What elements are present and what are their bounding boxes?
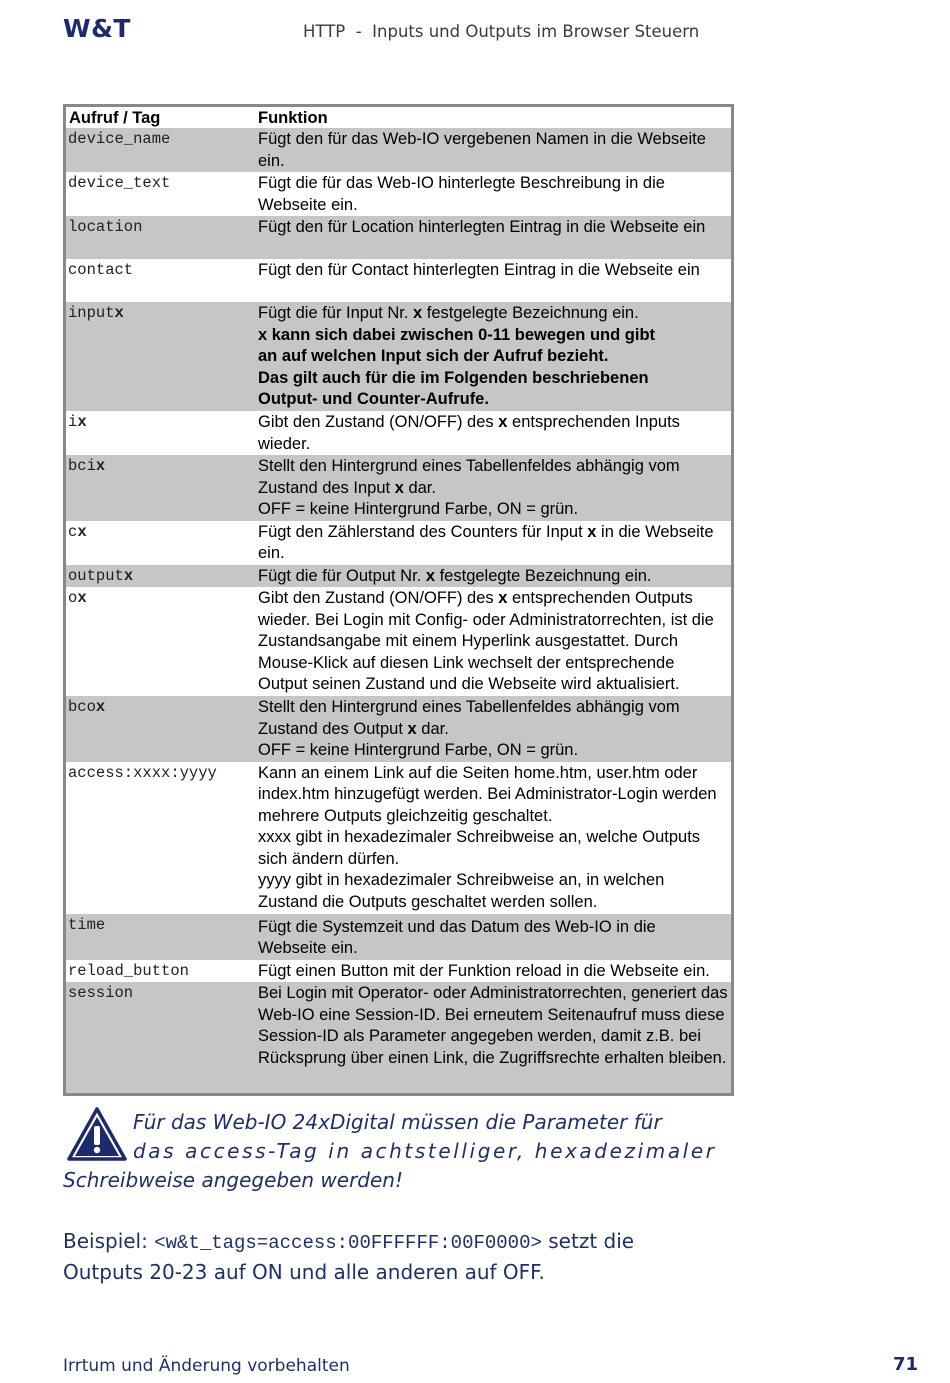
function-cell: Fügt den für Location hinterlegten Eintrag in die Webseite ein [255, 216, 731, 259]
tag-cell [66, 587, 255, 696]
function-note: Output- und Counter-Aufrufe. [258, 390, 489, 408]
function-cell [255, 587, 731, 696]
function-variable: x [413, 304, 423, 322]
function-cell [255, 455, 731, 521]
tag-variable: x [77, 522, 87, 541]
function-variable: x [425, 566, 436, 585]
table-row [66, 762, 731, 914]
example-text: setzt die [541, 1229, 635, 1253]
tag-cell [66, 302, 255, 411]
tag-name: c [68, 522, 78, 541]
table-row [66, 587, 731, 696]
example-paragraph [63, 1227, 763, 1287]
table-row [66, 565, 731, 588]
page-number: 71 [893, 1354, 919, 1375]
function-cell [255, 762, 731, 914]
logo: W&T [63, 14, 131, 43]
function-cell: Fügt den für Contact hinterlegten Eintrag in die Webseite ein [258, 261, 700, 279]
warning-text: Schreibweise angegeben werden! [63, 1168, 403, 1192]
example-code: <w&t_tags=access:00FFFFFF:00F0000> [154, 1232, 542, 1254]
function-text: entsprechenden Inputs wieder. [258, 413, 680, 453]
warning-text: das access-Tag in achtstelliger, hexadezimaler [133, 1139, 717, 1163]
function-cell [255, 411, 731, 455]
function-text: Stellt den Hintergrund eines Tabellenfeldes abhängig vom Zustand des Output [258, 698, 680, 738]
function-note: xxxx gibt in hexadezimaler Schreibweise an, welche Outputs sich ändern dürfen. [258, 828, 701, 868]
tag-name: input [68, 304, 115, 322]
tag-cell [66, 565, 255, 588]
function-text: entsprechenden Outputs wieder. Bei Login mit Config- oder Administratorrechten, ist die Zustandsangabe mit einem Hyperlink ausgestattet. Durch Mouse-Klick auf diesen Link wechselt der entsprechende Output seinen Zustand und die Webseite wird aktualisiert. [258, 589, 714, 693]
function-text: Gibt den Zustand (ON/OFF) des [258, 413, 499, 431]
table-header-row [66, 107, 731, 128]
tag-cell: contact [68, 261, 134, 279]
tag-cell: session [66, 982, 255, 1093]
example-label: Beispiel: [63, 1229, 148, 1253]
tag-cell: time [66, 914, 255, 960]
function-variable: x [407, 719, 417, 738]
table-row [66, 455, 731, 521]
function-text: festgelegte Bezeichnung ein. [422, 304, 639, 322]
table-row [66, 696, 731, 762]
table-row [66, 960, 731, 983]
warning-triangle-icon [66, 1106, 128, 1162]
function-note: yyyy gibt in hexadezimaler Schreibweise an, in welchen Zustand die Outputs geschaltet werden sollen. [258, 871, 665, 911]
tag-variable: x [77, 413, 87, 431]
function-note: an auf welchen Input sich der Aufruf bezieht. [258, 347, 609, 365]
function-variable: x [587, 522, 597, 541]
footer-note: Irrtum und Änderung vorbehalten [63, 1356, 350, 1376]
function-note: OFF = keine Hintergrund Farbe, ON = grün. [258, 741, 579, 759]
tag-cell [66, 411, 255, 455]
tag-variable: x [123, 566, 134, 585]
function-note: OFF = keine Hintergrund Farbe, ON = grün. [258, 500, 579, 518]
tag-variable: x [95, 457, 106, 475]
tag-name: o [68, 589, 78, 607]
function-cell: Fügt die Systemzeit und das Datum des Web-IO in die Webseite ein. [255, 914, 731, 960]
tag-cell: device_name [66, 128, 255, 172]
function-variable: x [394, 478, 404, 497]
function-cell: Fügt den für das Web-IO vergebenen Namen in die Webseite ein. [255, 128, 731, 172]
table-row [66, 914, 731, 960]
function-text: Gibt den Zustand (ON/OFF) des [258, 589, 499, 607]
page-header-title: HTTP - Inputs und Outputs im Browser Steuern [303, 22, 700, 41]
function-cell: Fügt die für das Web-IO hinterlegte Beschreibung in die Webseite ein. [258, 174, 665, 214]
table-row [66, 216, 731, 259]
tag-cell [66, 696, 255, 762]
function-text: in die Webseite ein. [258, 522, 714, 562]
function-cell [255, 302, 731, 411]
function-text: Fügt die für Output Nr. [258, 566, 426, 585]
header-cell-function: Funktion [258, 109, 328, 127]
table-row [66, 128, 731, 172]
tag-variable: x [95, 698, 106, 716]
function-text: dar. [403, 478, 436, 497]
tag-cell [66, 521, 255, 565]
function-text: Kann an einem Link auf die Seiten home.htm, user.htm oder index.htm hinzugefügt werden. Bei Administrator-Login werden mehrere Outputs gleichzeitig geschaltet. [258, 763, 717, 825]
table-row [66, 521, 731, 565]
function-cell [255, 565, 731, 588]
function-cell [255, 696, 731, 762]
table-row [66, 259, 731, 302]
warning-text: Für das Web-IO 24xDigital müssen die Parameter für [133, 1110, 662, 1134]
function-text: Fügt den Zählerstand des Counters für Input [258, 522, 588, 541]
table-row [66, 302, 731, 411]
tag-cell: device_text [68, 174, 171, 192]
function-text: Fügt die für Input Nr. [258, 304, 413, 322]
table-row [66, 411, 731, 455]
function-variable: x [498, 589, 508, 607]
tag-name: bco [68, 698, 96, 716]
function-text: Stellt den Hintergrund eines Tabellenfeldes abhängig vom Zustand des Input [258, 457, 680, 497]
example-text: Outputs 20-23 auf ON und alle anderen auf OFF. [63, 1260, 545, 1284]
function-text: dar. [416, 719, 449, 738]
tag-cell [66, 455, 255, 521]
function-text: festgelegte Bezeichnung ein. [435, 566, 652, 585]
table-row [66, 982, 731, 1093]
function-note: x kann sich dabei zwischen 0-11 bewegen und gibt [258, 325, 656, 344]
tag-name: output [68, 566, 124, 585]
table-row [66, 172, 731, 216]
tag-variable: x [114, 304, 124, 322]
tag-cell: location [66, 216, 255, 259]
function-variable: x [498, 413, 508, 431]
tag-cell: access:xxxx:yyyy [68, 763, 217, 782]
function-note: Das gilt auch für die im Folgenden beschriebenen [258, 368, 649, 387]
function-cell: Bei Login mit Operator- oder Administratorrechten, generiert das Web-IO eine Session-ID. Bei erneutem Seitenaufruf muss diese Session-ID als Parameter angegeben werden, damit z.B. bei Rücksprung über einen Link, die Zugriffsrechte erhalten bleiben. [255, 982, 731, 1093]
function-cell: Fügt einen Button mit der Funktion reload in die Webseite ein. [258, 961, 710, 980]
function-cell [255, 521, 731, 565]
header-cell-tag: Aufruf / Tag [69, 109, 161, 127]
tag-name: i [68, 413, 78, 431]
tag-table [63, 104, 734, 1096]
tag-variable: x [77, 589, 87, 607]
tag-cell: reload_button [68, 961, 189, 980]
tag-name: bci [68, 457, 96, 475]
